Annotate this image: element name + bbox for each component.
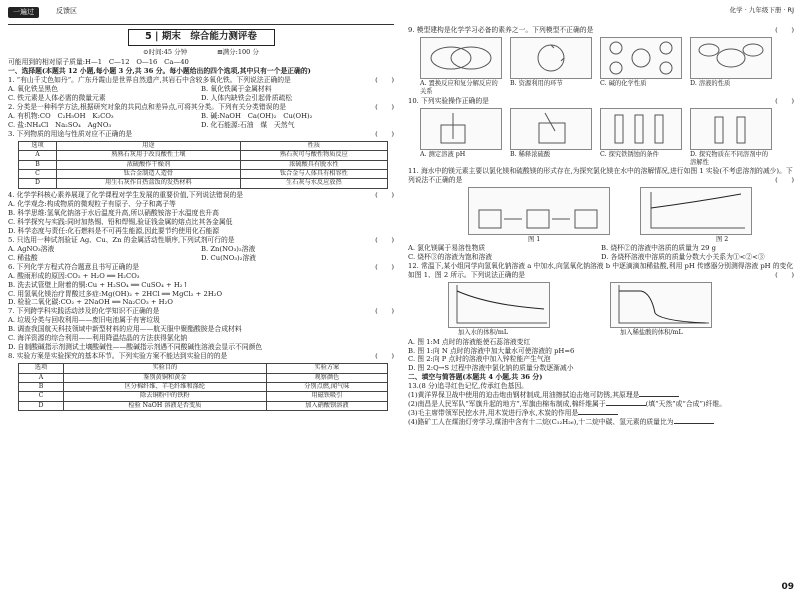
subject-label: 化学 · 九年级下册 · RJ: [729, 6, 794, 14]
option-a[interactable]: A. 化学观念:构成物质的微观粒子有原子、分子和离子等: [8, 199, 176, 208]
q2-stem: 2. 分类是一种科学方法,根据研究对象的共同点和差异点,可将其分类。下列有关分类错误的是 ( ): [8, 102, 394, 111]
time-limit: ⊙时间:45 分钟: [143, 47, 188, 56]
q7-stem: 7. 下列跨学科实践活动涉及的化学知识不正确的是 ( ): [8, 307, 394, 316]
q13-part-4: (4)路矿工人在煤油灯旁学习,煤油中含有十二烷(C₁₂H₂₆),十二烷中碳、氢元素的质量比为: [408, 418, 794, 427]
q8-table: 选项 实验目的 实验方案 A 鉴别黄铜和黄金 观察颜色 B 区分棉纤维、羊毛纤维和涤纶 分别点燃,闻气味 C 除去铜粉中的铁粉 用磁铁吸引 D 检验 NaOH 溶液是否变质 加入硝酸钡溶液: [18, 363, 388, 411]
q9-figures: [420, 37, 794, 79]
q13-part-1: (1)黄洋界保卫战中使用的迫击炮由钢材制成,用油擦拭迫击炮可防锈,其原理是: [408, 391, 794, 400]
option-d[interactable]: D. 化石能源:石油 煤 天然气: [201, 120, 295, 129]
option-b[interactable]: B. Zn(NO₃)₂溶液: [201, 244, 256, 253]
table-row: A 熟熟石灰用于改良酸性土壤 熟石灰可与酸性物质反应: [19, 151, 388, 160]
figure-1-x-label: 加入水的体积/mL: [458, 329, 509, 337]
feedback-area: 反馈区: [56, 7, 77, 15]
option-d[interactable]: D. 自制酸碱指示剂测试土壤酸碱性——酸碱指示剂遇不同酸碱性溶液会显示不同颜色: [8, 343, 263, 352]
option-c[interactable]: C. 图 2:向 P 点时的溶液中加入锌粒能产生气泡: [408, 355, 551, 364]
q10-apparatus-d: [690, 108, 772, 150]
option-a[interactable]: A. AgNO₃溶液: [8, 244, 55, 253]
q10-figures: [420, 108, 794, 150]
exam-meta: [8, 48, 394, 57]
option-d[interactable]: D. 探究物质在不同溶剂中的溶解性: [690, 150, 769, 166]
q13-part-2: (2)南昌是人民军队“军旗升起的地方”,军旗由棉布制成,棉纤维属于 (填“天然”或“合成”)纤维。: [408, 400, 726, 409]
table-row: C 钛合金制造人造骨 钛合金与人体具有相容性: [19, 170, 388, 179]
option-a[interactable]: A. 有机物:CO C₂H₅OH K₂CO₃: [8, 111, 114, 120]
option-b[interactable]: B. 资源利用的环节: [510, 79, 563, 87]
q3-stem: 3. 下列物质的用途与性质对应不正确的是 ( ): [8, 129, 394, 138]
table-row: D 检验 NaOH 溶液是否变质 加入硝酸钡溶液: [19, 401, 388, 410]
option-a[interactable]: A. 氯化镁属于易溶性物质: [408, 244, 486, 253]
option-b[interactable]: B. 烧杯②的溶液中溶质的质量为 29 g: [601, 244, 716, 253]
right-column: [408, 0, 794, 427]
table-row: B 浓硫酸作干燥剂 浓硫酸具有脱水性: [19, 160, 388, 169]
q12-figure-2: [610, 282, 712, 328]
option-a[interactable]: A. 氧化铁呈黑色: [8, 85, 59, 94]
answer-blank[interactable]: [639, 396, 679, 397]
full-score: ⊞满分:100 分: [217, 47, 259, 56]
option-d[interactable]: D. 检验二氧化碳:CO₂ + 2NaOH ══ Na₂CO₃ + H₂O: [8, 298, 173, 307]
q11-figures: [468, 187, 794, 235]
option-d[interactable]: D. Cu(NO₃)₂溶液: [201, 253, 256, 262]
option-c[interactable]: C. 探究铁锈蚀的条件: [600, 150, 659, 158]
q11-figure-1: [468, 187, 610, 235]
option-b[interactable]: B. 图 1:向 N 点时的溶液中加大量水可使溶液的 pH=6: [408, 346, 575, 355]
option-b[interactable]: B. 洗去试管壁上附着的铜:Cu + H₂SO₄ ══ CuSO₄ + H₂↑: [8, 280, 189, 289]
q3-table: 选项 用途 性质 A 熟熟石灰用于改良酸性土壤 熟石灰可与酸性物质反应 B 浓硫酸作干燥剂 浓硫酸具有脱水性 C 钛合金制造人造骨 钛合金与人体具有相容性 D 用生石灰作自热盒饭的发热材料 生石灰与水反应放热: [18, 141, 388, 189]
table-row: B 区分棉纤维、羊毛纤维和涤纶 分别点燃,闻气味: [19, 383, 388, 392]
q9-model-b: [510, 37, 592, 79]
q4-stem: 4. 化学学科核心素养展现了化学课程对学生发展的重要价值,下列说法错误的是 ( ): [8, 190, 394, 199]
q9-model-a: [420, 37, 502, 79]
page-number: 09: [781, 582, 794, 592]
option-b[interactable]: B. 碱:NaOH Ca(OH)₂ Cu(OH)₂: [201, 111, 313, 120]
q13-stem: 13.(8 分)追寻红色记忆,传承红色基因。: [408, 382, 528, 391]
table-row: C 除去铜粉中的铁粉 用磁铁吸引: [19, 392, 388, 401]
q8-stem: 8. 实验方案是实验探究的基本环节。下列实验方案不能达到实验目的的是 ( ): [8, 352, 394, 361]
option-c[interactable]: C. 碱的化学性质: [600, 79, 647, 87]
left-column: [8, 0, 394, 413]
option-d[interactable]: D. 人体内缺铁会引起骨质疏松: [201, 93, 293, 102]
q12-figure-1: [448, 282, 550, 328]
page-title: 5 | 期末 综合能力测评卷: [128, 29, 275, 46]
answer-blank[interactable]: [674, 423, 714, 424]
answer-blank[interactable]: [606, 405, 646, 406]
q11-figure-2: [640, 187, 752, 235]
option-a[interactable]: A. 测定溶液 pH: [420, 150, 466, 158]
option-a[interactable]: A. 酸雨形成的原因:CO₂ + H₂O ══ H₂CO₃: [8, 271, 140, 280]
section-2-heading: 二、填空与简答题(本题共 4 小题,共 36 分): [408, 373, 543, 382]
figure-2-caption: 图 2: [716, 236, 729, 244]
q10-stem: 10. 下列实验操作正确的是 ( ): [408, 96, 794, 105]
option-c[interactable]: C. 盐:NH₄Cl Na₂SO₄ AgNO₃: [8, 120, 112, 129]
q13-part-3: (3)毛主席带领军民挖水井,用木炭进行净水,木炭的作用是: [408, 409, 794, 418]
option-a[interactable]: A. 置换反应和复分解反应的关系: [420, 79, 498, 96]
q10-apparatus-c: [600, 108, 682, 150]
table-row: D 用生石灰作自热盒饭的发热材料 生石灰与水反应放热: [19, 179, 388, 188]
figure-1-caption: 图 1: [528, 236, 541, 244]
option-d[interactable]: D. 各烧杯溶液中溶质的质量分数大小关系为①<②<③: [601, 253, 765, 262]
option-b[interactable]: B. 氧化铁属于金属材料: [201, 85, 272, 94]
option-d[interactable]: D. 科学态度与责任:化石燃料是不可再生能源,因此要节约使用化石能源: [8, 226, 220, 235]
page-header: [8, 6, 394, 25]
q11-stem: 11. 海水中的镁元素主要以氯化镁和硫酸镁的形式存在,为探究氯化镁在水中的溶解情况,进行如图 1 实验(不考虑溶剂的减少)。下列说法不正确的是 ( ): [408, 167, 794, 185]
option-b[interactable]: B. 稀释浓硫酸: [510, 150, 551, 158]
q9-model-c: [600, 37, 682, 79]
q12-stem: 12. 常温下,某小组同学向氢氧化钠溶液 a 中加水,向氢氧化钠溶液 b 中逐滴滴加稀盐酸,利用 pH 传感器分别测得溶液 pH 的变化如图 1、图 2 所示。下列说法正确的是 ( ): [408, 262, 794, 280]
logo: 一遍过: [8, 7, 39, 18]
option-c[interactable]: C. 烧杯③的溶液为饱和溶液: [408, 253, 493, 262]
q1-options: [8, 85, 394, 94]
option-c[interactable]: C. 铁元素是人体必需的微量元素: [8, 93, 106, 102]
q9-model-d: [690, 37, 772, 79]
atomic-masses: 可能用到的相对原子质量:H—1 C—12 O—16 Ca—40: [8, 58, 189, 67]
option-a[interactable]: A. 垃圾分类与回收利用——废旧电池属于有害垃圾: [8, 316, 160, 325]
option-c[interactable]: C. 海洋资源的综合利用——利用降温结晶的方法获得氯化钠: [8, 334, 188, 343]
q6-stem: 6. 下列化学方程式符合题意且书写正确的是 ( ): [8, 262, 394, 271]
option-b[interactable]: B. 调查我国航天科技领域中新型材料的应用——航天服中聚酯酸胺是合成材料: [8, 325, 242, 334]
figure-2-x-label: 加入稀盐酸的体积/mL: [620, 329, 683, 337]
q12-figures: [448, 282, 794, 328]
option-c[interactable]: C. 稀盐酸: [8, 253, 38, 262]
option-a[interactable]: A. 图 1:M 点时的溶液能使石蕊溶液变红: [408, 337, 531, 346]
option-b[interactable]: B. 科学思维:氢氧化钠溶于水后温度升高,所以硝酸铵溶于水温度也升高: [8, 208, 219, 217]
q10-apparatus-b: [510, 108, 592, 150]
option-c[interactable]: C. 用氢氧化镁治疗胃酸过多症:Mg(OH)₂ + 2HCl ══ MgCl₂ + 2H₂O: [8, 289, 223, 298]
section-1-heading: 一、选择题(本题共 12 小题,每小题 3 分,共 36 分。每小题给出的四个选项,其中只有一个是正确的): [8, 67, 311, 76]
option-d[interactable]: D. 溶液的性质: [690, 79, 731, 87]
option-d[interactable]: D. 图 2:Q→S 过程中溶液中氯化钠的质量分数逐渐减小: [408, 364, 574, 373]
q1-stem: 1. “有山千丈色如丹”。广东丹霞山是世界自然遗产,其岩石中含较多氧化铁。下列说法正确的是 ( ): [8, 76, 394, 85]
table-row: A 鉴别黄铜和黄金 观察颜色: [19, 373, 388, 382]
q5-stem: 5. 只选用一种试剂验证 Ag、Cu、Zn 的金属活动性顺序,下列试剂可行的是 ( ): [8, 235, 394, 244]
answer-blank[interactable]: [578, 414, 618, 415]
option-c[interactable]: C. 科学探究与实践:同时加热锡、铅和焊锡,验证钱金属的熔点比其各金属低: [8, 217, 233, 226]
q9-stem: 9. 模型建构是化学学习必备的素养之一。下列模型不正确的是 ( ): [408, 26, 794, 34]
q10-apparatus-a: [420, 108, 502, 150]
